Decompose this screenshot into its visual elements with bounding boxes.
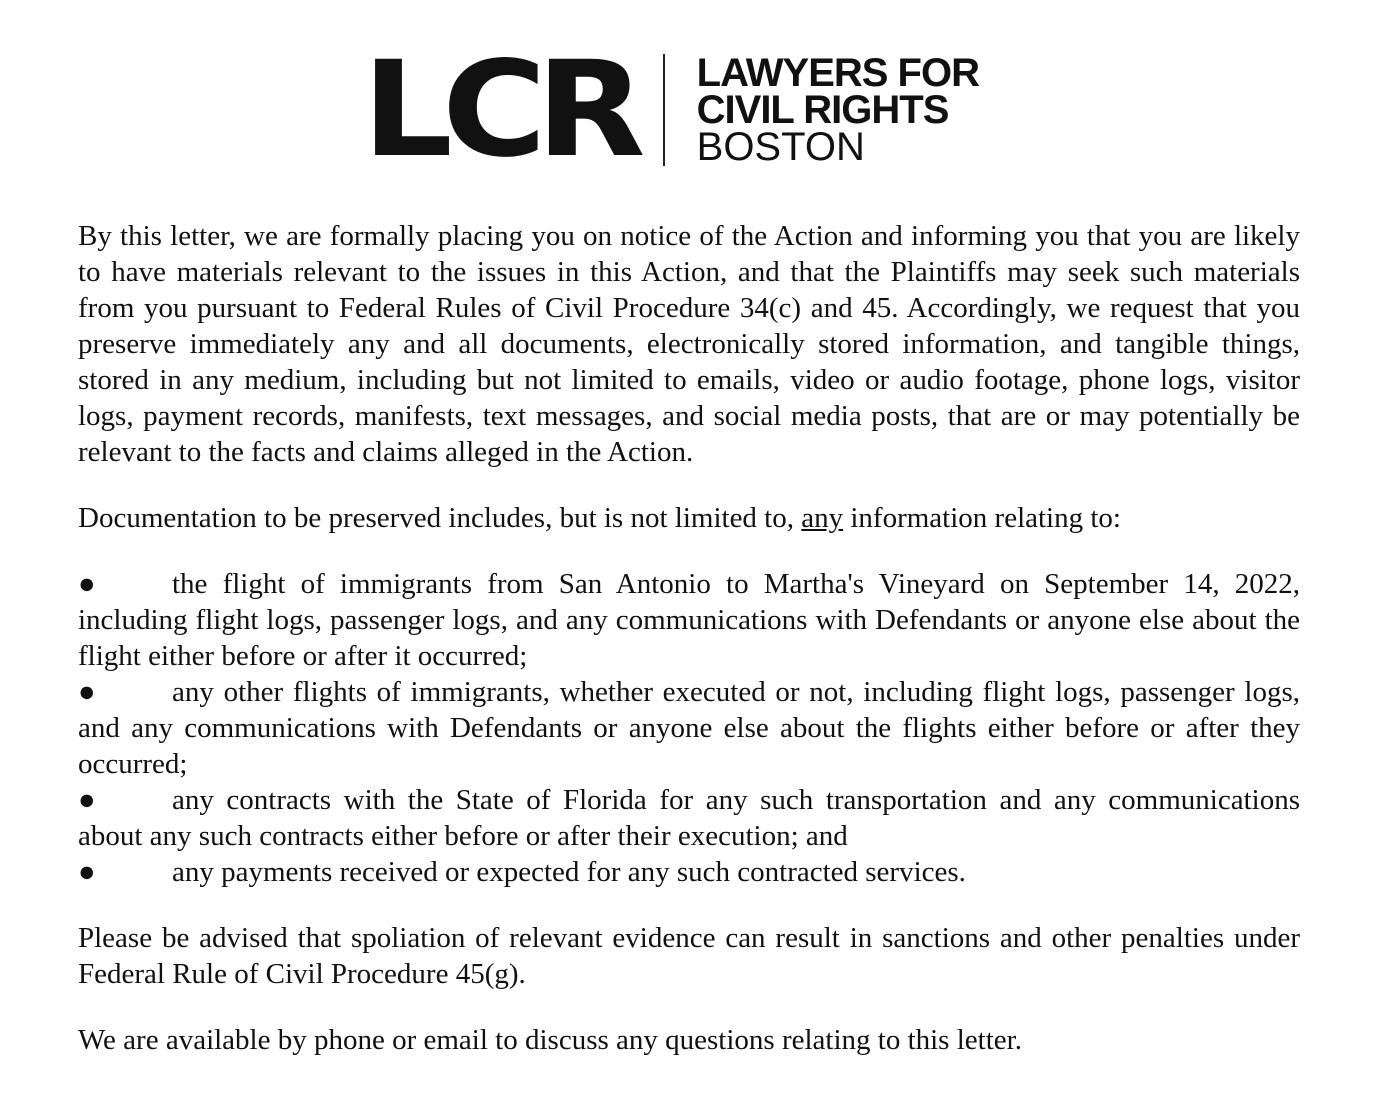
documentation-intro-paragraph (78, 500, 1300, 536)
list-item-text: any other flights of immigrants, whether executed or not, including flight logs, passenger logs, and any communications with Defendants or anyone else about the flights either before or after they occurred; (78, 676, 1300, 780)
list-item (78, 674, 1300, 782)
letterhead (362, 33, 979, 187)
list-item (78, 782, 1300, 854)
bullet-icon: ● (78, 784, 96, 816)
bullet-icon: ● (78, 568, 96, 600)
logo-divider (663, 54, 665, 166)
list-item-text: any contracts with the State of Florida for any such transportation and any communications about any such contracts either before or after their execution; and (78, 784, 1300, 852)
letter-body (78, 218, 1300, 1088)
intro-emphasis-any: any (801, 502, 844, 534)
org-name-line-3: BOSTON (696, 124, 865, 169)
list-item (78, 854, 1300, 890)
lcr-logo-mark: LCR (362, 33, 635, 187)
preservation-list (78, 566, 1300, 890)
list-item (78, 566, 1300, 674)
list-item-text: the flight of immigrants from San Antonio to Martha's Vineyard on September 14, 2022, including flight logs, passenger logs, and any communications with Defendants or anyone else about the flight either before or after it occurred; (78, 568, 1300, 672)
intro-text-before: Documentation to be preserved includes, but is not limited to, (78, 502, 802, 534)
contact-availability-paragraph: We are available by phone or email to discuss any questions relating to this letter. (78, 1024, 1022, 1056)
list-item-text: any payments received or expected for any such contracted services. (172, 856, 966, 888)
org-name-line-1: LAWYERS FOR (696, 50, 979, 95)
notice-paragraph: By this letter, we are formally placing you on notice of the Action and informing you that you are likely to have materials relevant to the issues in this Action, and that the Plaintiffs may seek such materials from you pursuant to Federal Rules of Civil Procedure 34(c) and 45. Accordingly, we request that you preserve immediately any and all documents, electronically stored information, and tangible things, stored in any medium, including but not limited to emails, video or audio footage, phone logs, visitor logs, payment records, manifests, text messages, and social media posts, that are or may potentially be relevant to the facts and claims alleged in the Action. (78, 220, 1300, 468)
bullet-icon: ● (78, 676, 96, 708)
spoliation-warning-paragraph: Please be advised that spoliation of relevant evidence can result in sanctions and other penalties under Federal Rule of Civil Procedure 45(g). (78, 922, 1300, 990)
intro-text-after: information relating to: (843, 502, 1121, 534)
bullet-icon: ● (78, 856, 96, 888)
organization-name (696, 50, 979, 169)
org-name-line-2: CIVIL RIGHTS (696, 87, 949, 132)
